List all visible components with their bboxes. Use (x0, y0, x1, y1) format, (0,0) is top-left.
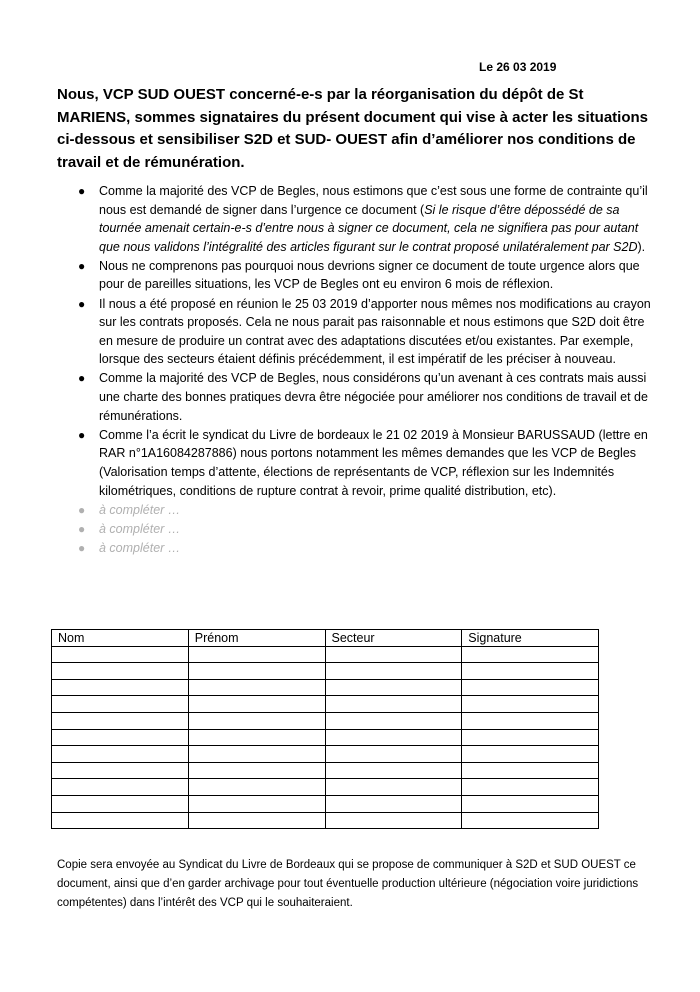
table-cell[interactable] (325, 679, 462, 696)
column-header-nom: Nom (52, 630, 189, 647)
table-cell[interactable] (52, 663, 189, 680)
list-item-end: ). (637, 239, 646, 254)
table-cell[interactable] (325, 663, 462, 680)
bullet-icon: ● (78, 296, 86, 311)
table-cell[interactable] (325, 712, 462, 729)
table-cell[interactable] (462, 779, 599, 796)
list-item-text: Comme l’a écrit le syndicat du Livre de bordeaux le 21 02 2019 à Monsieur BARUSSAUD (lettre en RAR n°1A16084287886) nous portons notamment les mêmes demandes que les VCP de Begles (Valorisation temps d’attente, élections de représentants de VCP, réflexion sur les Indemnités kilométriques, conditions de rupture contrat à revoir, prime qualité distribution, etc). (99, 427, 648, 498)
table-cell[interactable] (52, 762, 189, 779)
table-cell[interactable] (325, 812, 462, 829)
column-header-secteur: Secteur (325, 630, 462, 647)
table-cell[interactable] (52, 646, 189, 663)
placeholder-text: à compléter … (99, 521, 181, 536)
table-cell[interactable] (462, 729, 599, 746)
table-cell[interactable] (188, 663, 325, 680)
bullet-list (57, 182, 657, 558)
bullet-icon: ● (78, 540, 86, 555)
table-cell[interactable] (188, 679, 325, 696)
document-date: Le 26 03 2019 (479, 60, 557, 74)
bullet-icon: ● (78, 427, 86, 442)
placeholder-item (57, 520, 657, 539)
table-cell[interactable] (462, 679, 599, 696)
table-row (52, 696, 599, 713)
bullet-icon: ● (78, 184, 86, 198)
table-cell[interactable] (52, 729, 189, 746)
table-cell[interactable] (325, 746, 462, 763)
bullet-icon: ● (78, 502, 86, 517)
list-item (57, 295, 657, 369)
intro-paragraph: Nous, VCP SUD OUEST concerné-e-s par la réorganisation du dépôt de St MARIENS, sommes signataires du présent document qui vise à acter les situations ci-dessous et sensibiliser S2D et SUD- OUEST afin d’améliorer nos conditions de travail et de rémunération. (57, 86, 649, 171)
footer-note: Copie sera envoyée au Syndicat du Livre de Bordeaux qui se propose de communiquer à S2D et SUD OUEST ce document, ainsi que d’en garder archivage pour tout éventuelle production ultérieure (négociation voire juridictions compétentes) dans l’intérêt des VCP qui le souhaiteraient. (57, 859, 639, 909)
table-cell[interactable] (462, 762, 599, 779)
table-cell[interactable] (188, 712, 325, 729)
table-row (52, 646, 599, 663)
table-row (52, 679, 599, 696)
list-item-italic: Si le risque d’être dépossédé de sa tournée amenait certain-e-s d’entre nous à signer ce document, cela ne signifiera pas pour autant que nous validons l’intégralité des articles figurant sur le contrat proposé unilatéralement par S2D (99, 202, 639, 254)
table-cell[interactable] (462, 712, 599, 729)
placeholder-item (57, 501, 657, 520)
table-row (52, 762, 599, 779)
table-row (52, 712, 599, 729)
table-cell[interactable] (52, 779, 189, 796)
table-cell[interactable] (188, 779, 325, 796)
placeholder-text: à compléter … (99, 502, 181, 517)
table-cell[interactable] (462, 696, 599, 713)
list-item-text: Il nous a été proposé en réunion le 25 03 2019 d’apporter nous mêmes nos modifications au crayon sur les contrats proposés. Cela ne nous parait pas raisonnable et nous estimons que S2D doit être en mesure de produire un contrat avec des adaptations discutées et/ou existantes. Par exemple, lorsque des secteurs étaient définis précédemment, il est impératif de les préciser à nouveau. (99, 296, 651, 367)
bullet-icon: ● (78, 521, 86, 536)
table-cell[interactable] (52, 795, 189, 812)
table-cell[interactable] (462, 795, 599, 812)
table-row (52, 746, 599, 763)
column-header-prenom: Prénom (188, 630, 325, 647)
table-cell[interactable] (52, 712, 189, 729)
table-cell[interactable] (462, 746, 599, 763)
table-cell[interactable] (188, 812, 325, 829)
table-cell[interactable] (462, 663, 599, 680)
list-item (57, 257, 657, 294)
table-cell[interactable] (325, 762, 462, 779)
table-row (52, 779, 599, 796)
table-cell[interactable] (52, 679, 189, 696)
table-cell[interactable] (188, 729, 325, 746)
table-cell[interactable] (325, 646, 462, 663)
signature-rows (52, 646, 599, 829)
bullet-icon: ● (78, 258, 86, 273)
table-cell[interactable] (325, 729, 462, 746)
list-item-text: Comme la majorité des VCP de Begles, nous considérons qu’un avenant à ces contrats mais aussi une charte des bonnes pratiques devra être négociée pour améliorer nos conditions de travail et de rémunérations. (99, 371, 648, 423)
table-cell[interactable] (188, 696, 325, 713)
table-cell[interactable] (462, 646, 599, 663)
table-header-row (52, 630, 599, 647)
list-item-text: Comme la majorité des VCP de Begles, nous estimons que c’est sous une forme de contrainte qu’il nous est demandé de signer dans l’urgence ce document ( (99, 184, 648, 217)
table-cell[interactable] (462, 812, 599, 829)
list-item (57, 182, 657, 256)
list-item (57, 369, 657, 425)
table-cell[interactable] (188, 762, 325, 779)
table-row (52, 729, 599, 746)
column-header-signature: Signature (462, 630, 599, 647)
list-item (57, 426, 657, 500)
table-cell[interactable] (325, 779, 462, 796)
signature-table (51, 629, 599, 829)
table-cell[interactable] (52, 696, 189, 713)
table-row (52, 663, 599, 680)
table-cell[interactable] (325, 696, 462, 713)
table-row (52, 795, 599, 812)
placeholder-item (57, 539, 657, 558)
list-item-text: Nous ne comprenons pas pourquoi nous devrions signer ce document de toute urgence alors que pour de pareilles situations, les VCP de Begles ont eu environ 6 mois de réflexion. (99, 258, 640, 292)
table-cell[interactable] (188, 746, 325, 763)
table-cell[interactable] (52, 812, 189, 829)
bullet-icon: ● (78, 371, 86, 386)
table-cell[interactable] (325, 795, 462, 812)
table-row (52, 812, 599, 829)
placeholder-text: à compléter … (99, 540, 181, 555)
table-cell[interactable] (188, 795, 325, 812)
table-cell[interactable] (188, 646, 325, 663)
table-cell[interactable] (52, 746, 189, 763)
